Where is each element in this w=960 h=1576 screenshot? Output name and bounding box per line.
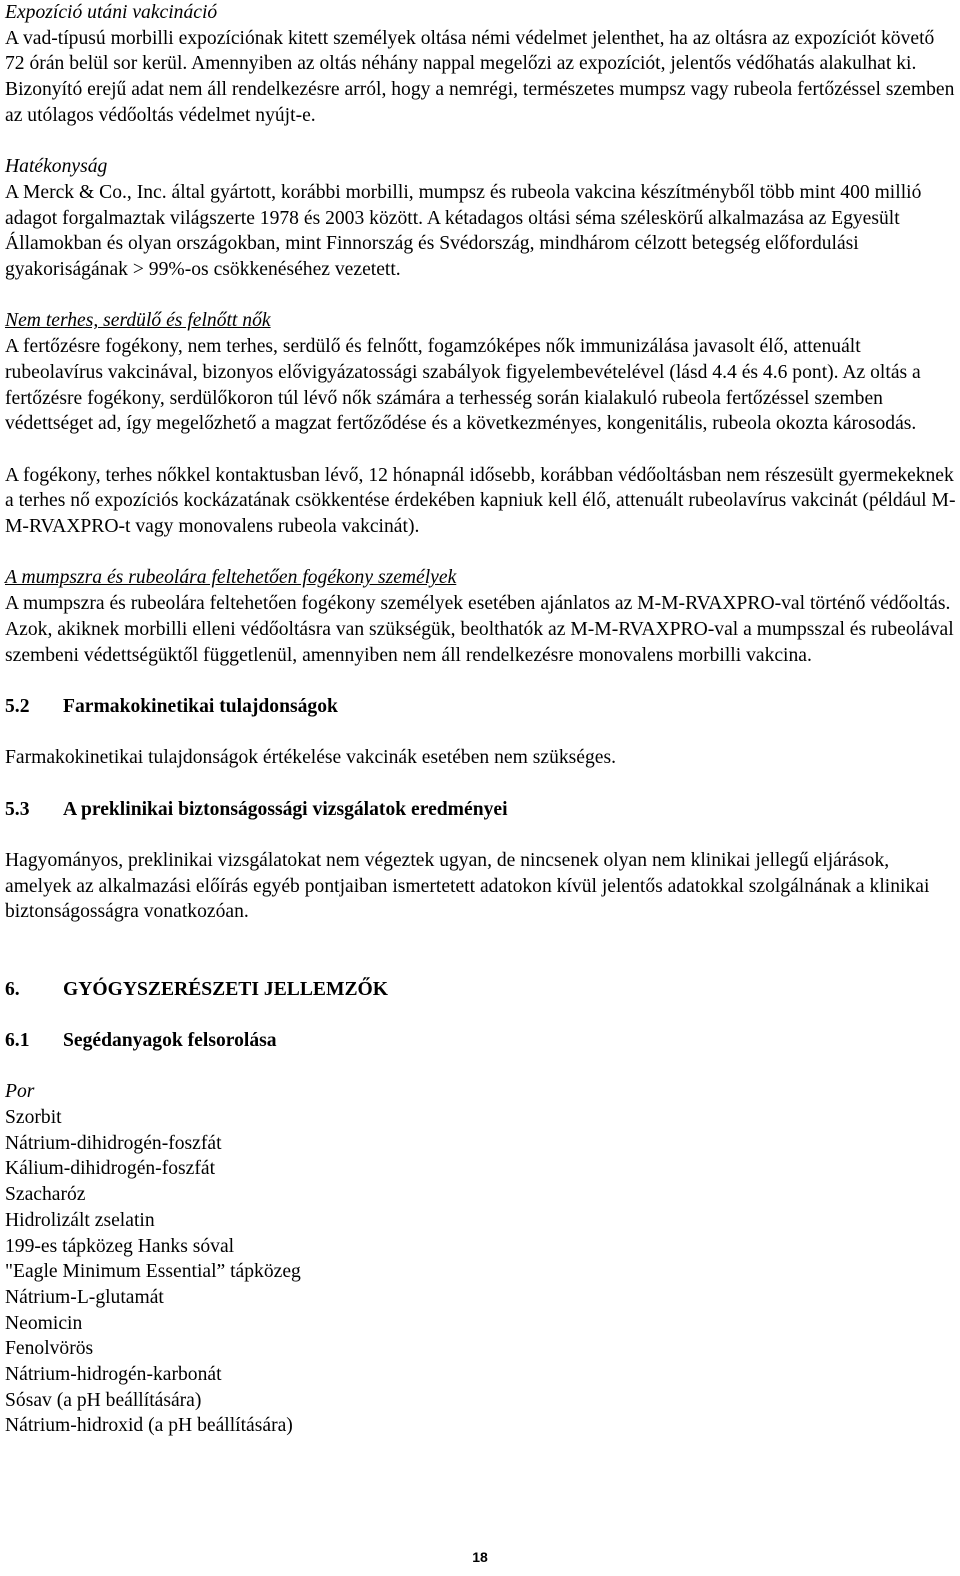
heading-number: 5.3 [5,798,30,820]
list-item: "Eagle Minimum Essential” tápközeg [5,1261,301,1283]
list-item: 199-es tápközeg Hanks sóval [5,1235,235,1257]
ingredients-list [5,1105,957,1439]
subheading-post-exposure: Expozíció utáni vakcináció [5,2,218,23]
heading-number: 5.2 [5,695,30,717]
paragraph-women-1: A fertőzésre fogékony, nem terhes, serdülő és felnőtt, fogamzóképes nők immunizálása javasolt élő, attenuált rubeolavírus vakcinával, bizonyos elővigyázatossági szabályok figyelembevételével (lásd 4.4 és 4.6 pont). Az oltás a fertőzésre fogékony, serdülőkoron túl lévő nők számára a terhesség során kialakuló rubeola fertőzéssel szemben védettséget ad, így megelőzhető a magzat fertőződése és a következményes, kongenitális, rubeola okozta károsodás. [5,336,921,435]
subheading-women: Nem terhes, serdülő és felnőtt nők [5,310,271,332]
document-page [5,0,957,1439]
subheading-susceptible: A mumpszra és rubeolára feltehetően fogékony személyek [5,567,457,589]
heading-title: Segédanyagok felsorolása [63,1029,277,1051]
list-item: Nátrium-L-glutamát [5,1286,164,1308]
subheading-efficacy: Hatékonyság [5,156,108,178]
heading-title: A preklinikai biztonságossági vizsgálatok eredményei [63,798,508,820]
list-item: Sósav (a pH beállítására) [5,1389,202,1411]
section-women [5,308,957,539]
list-item: Szacharóz [5,1184,86,1206]
paragraph-preclinical: Hagyományos, preklinikai vizsgálatokat nem végeztek ugyan, de nincsenek olyan nem klinikai jellegű eljárások, amelyek az alkalmazási előírás egyéb pontjaiban ismertetett adatokon kívül jelentős adatokkal szolgálnának a klinikai biztonságosságra vonatkozóan. [5,850,930,923]
list-item: Nátrium-hidroxid (a pH beállítására) [5,1415,293,1437]
heading-title: Farmakokinetikai tulajdonságok [63,695,338,717]
section-susceptible [5,565,957,668]
paragraph-efficacy: A Merck & Co., Inc. által gyártott, korábbi morbilli, mumpsz és rubeola vakcina készítményből több mint 400 millió adagot forgalmaztak világszerte 1978 és 2003 között. A kétadagos oltási séma széleskörű alkalmazása az Egyesült Államokban és olyan országokban, mint Finnország és Svédország, mindhárom célzott betegség előfordulási gyakoriságának > 99%-os csökkenéséhez vezetett. [5,181,922,281]
ingredients-label: Por [5,1081,35,1103]
list-item: Fenolvörös [5,1338,94,1360]
list-item: Szorbit [5,1107,62,1129]
list-item: Nátrium-dihidrogén-foszfát [5,1132,222,1154]
list-item: Nátrium-hidrogén-karbonát [5,1364,222,1386]
heading-title: GYÓGYSZERÉSZETI JELLEMZŐK [63,978,389,1000]
paragraph-susceptible: A mumpszra és rubeolára feltehetően fogékony személyek esetében ajánlatos az M-M-RVAXPRO-val történő védőoltás. Azok, akiknek morbilli elleni védőoltásra van szükségük, beolthatók az M-M-RVAXPRO-val a mumpsszal és rubeolával szembeni védettségüktől függetlenül, amennyiben nem áll rendelkezésre monovalens morbilli vakcina. [5,593,954,666]
paragraph-women-2: A fogékony, terhes nőkkel kontaktusban lévő, 12 hónapnál idősebb, korábban védőoltásban nem részesült gyermekeknek a terhes nő expozíciós kockázatának csökkentése érdekében kapniuk kell élő, attenuált rubeolavírus vakcinát (például M-M-RVAXPRO-t vagy monovalens rubeola vakcinát). [5,464,956,538]
heading-6-1 [5,1028,957,1054]
heading-number: 6. [5,978,20,1000]
page-number: 18 [472,1549,488,1565]
list-item: Kálium-dihidrogén-foszfát [5,1158,216,1180]
list-item: Neomicin [5,1312,83,1334]
paragraph-post-exposure: A vad-típusú morbilli expozíciónak kitett személyek oltása némi védelmet jelenthet, ha az oltásra az expozíciót követő 72 órán belül sor kerül. Amennyiben az oltás néhány nappal megelőzi az expozíciót, jelentős védőhatás alakulhat ki. Bizonyító erejű adat nem áll rendelkezésre arról, hogy a nemrégi, természetes mumpsz vagy rubeola fertőzéssel szemben az utólagos védőoltás védelmet nyújt-e. [5,27,955,126]
heading-5-3 [5,797,957,823]
heading-number: 6.1 [5,1029,30,1051]
section-post-exposure [5,0,957,129]
heading-5-2 [5,694,957,720]
paragraph-pharmacokinetics: Farmakokinetikai tulajdonságok értékelése vakcinák esetében nem szükséges. [5,747,617,769]
heading-6 [5,977,957,1003]
section-efficacy [5,154,957,283]
list-item: Hidrolizált zselatin [5,1209,155,1231]
